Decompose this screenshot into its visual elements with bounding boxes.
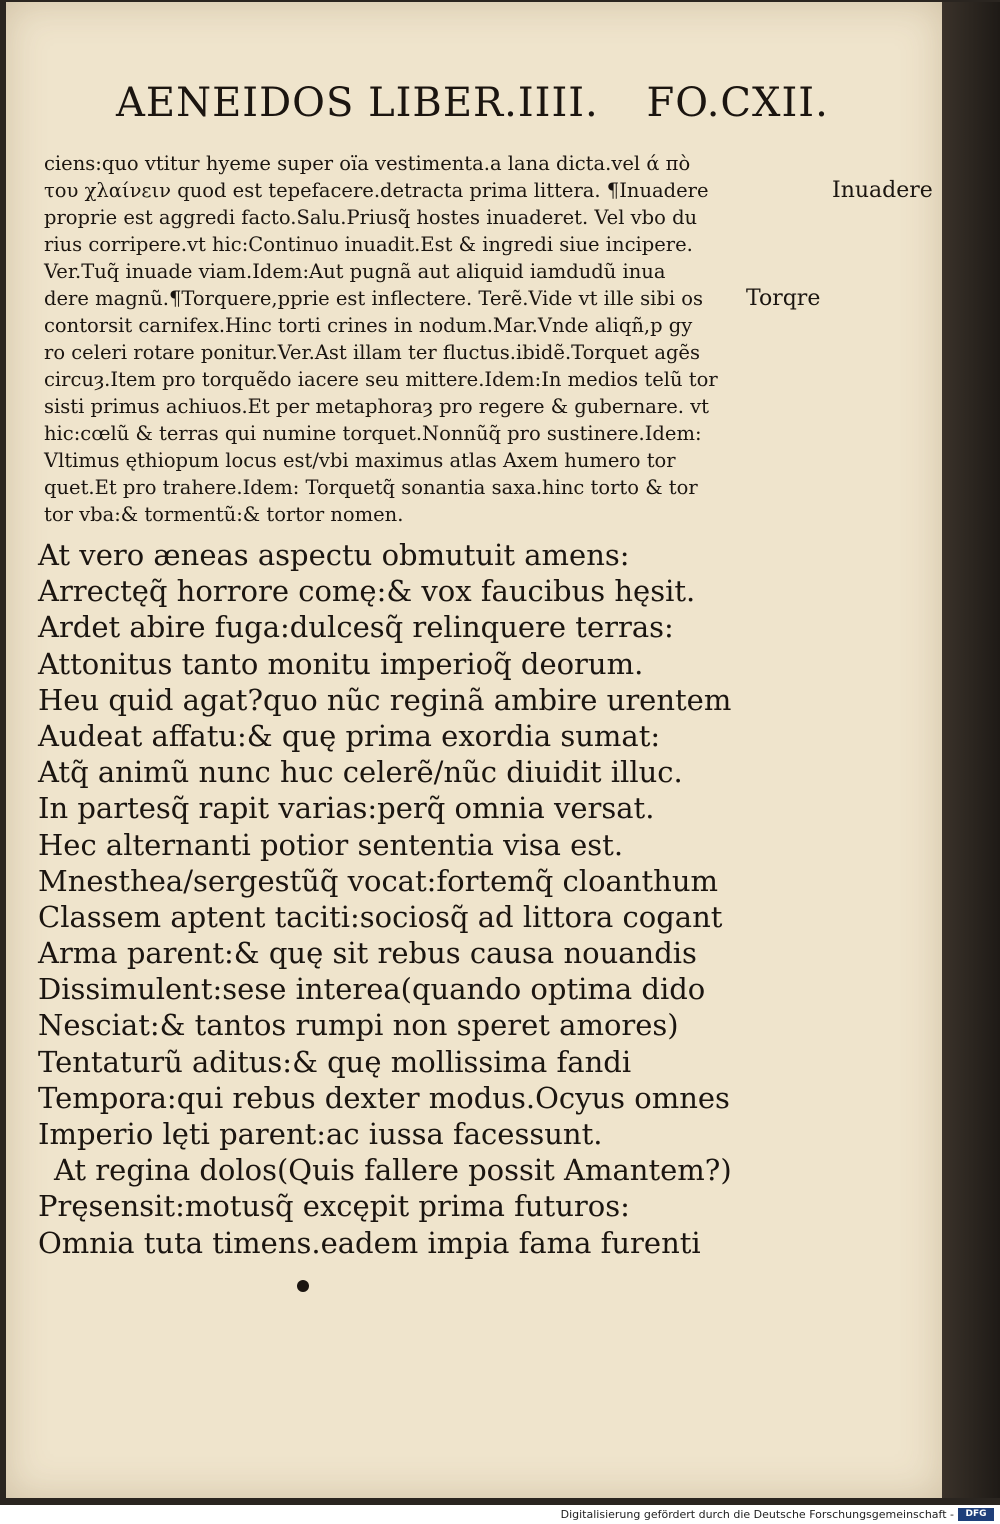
verse-line: In partesq̃ rapit varias:perq̃ omnia versat. xyxy=(38,791,655,826)
verse-line: At vero æneas aspectu obmutuit amens: xyxy=(38,538,630,572)
folio-number: FO.CXII. xyxy=(646,80,829,126)
verse-line: Attonitus tanto monitu imperioq̃ deorum. xyxy=(38,646,644,681)
verse-line: Pręsensit:motusq̃ excępit prima futuros: xyxy=(38,1189,630,1224)
verse-line: Omnia tuta timens.eadem impia fama furenti xyxy=(38,1225,701,1260)
commentary-line: sisti primus achiuos.Et per metaphoraȝ pro regere & gubernare. vt xyxy=(44,395,709,418)
verse-line: Hec alternanti potior sententia visa est. xyxy=(38,827,624,862)
commentary-line: του χλαίνειν quod est tepefacere.detracta prima littera. ¶Inuadere xyxy=(44,179,709,202)
commentary-line: quet.Et pro trahere.Idem: Torquetq̃ sonantia saxa.hinc torto & tor xyxy=(44,476,698,499)
commentary-line: Ver.Tuq̃ inuade viam.Idem:Aut pugnã aut aliquid iamdudũ inua xyxy=(44,260,666,283)
commentary-line: dere magnũ.¶Torquere,pprie est inflectere. Terẽ.Vide vt ille sibi os xyxy=(44,287,704,310)
margin-note-inuadere: Inuadere xyxy=(832,178,933,203)
verse-line: Nesciat:& tantos rumpi non speret amores) xyxy=(38,1008,679,1043)
margin-note-torquere: Torqre xyxy=(746,286,821,311)
commentary-line: contorsit carnifex.Hinc torti crines in nodum.Mar.Vnde aliqñ,p gy xyxy=(44,314,693,337)
commentary-line: ro celeri rotare ponitur.Ver.Ast illam ter fluctus.ibidẽ.Torquet agẽs xyxy=(44,341,700,364)
verse-line: Classem aptent taciti:sociosq̃ ad littora cogant xyxy=(38,899,723,934)
commentary-block xyxy=(44,150,764,528)
verse-line: Tempora:qui rebus dexter modus.Ocyus omnes xyxy=(38,1080,730,1115)
commentary-line: proprie est aggredi facto.Salu.Priusq̃ hostes inuaderet. Vel vbo du xyxy=(44,206,698,229)
verse-line: Arrectęq̃ horrore comę:& vox faucibus hęsit. xyxy=(38,574,696,609)
verse-line: Heu quid agat?quo nũc reginã ambire urentem xyxy=(38,682,732,717)
running-title: AENEIDOS LIBER.IIII. xyxy=(116,80,599,126)
verse-line: Arma parent:& quę sit rebus causa nouandis xyxy=(38,936,697,971)
verse-line: Tentaturũ aditus:& quę mollissima fandi xyxy=(38,1044,632,1079)
verse-line: Ardet abire fuga:dulcesq̃ relinquere terras: xyxy=(38,610,674,645)
verse-line: Mnesthea/sergestũq̃ vocat:fortemq̃ cloanthum xyxy=(38,863,718,898)
commentary-line: tor vba:& tormentũ:& tortor nomen. xyxy=(44,503,404,526)
footer-bar xyxy=(0,1505,1000,1524)
verse-line: Audeat affatu:& quę prima exordia sumat: xyxy=(38,718,661,753)
commentary-line: ciens:quo vtitur hyeme super oïa vestimenta.a lana dicta.vel ά πὸ xyxy=(44,152,691,175)
verse-line: Imperio lęti parent:ac iussa facessunt. xyxy=(38,1117,603,1151)
page-edge-shadow xyxy=(942,2,1000,1498)
running-header xyxy=(116,80,829,126)
funding-credit: Digitalisierung gefördert durch die Deutsche Forschungsgemeinschaft - xyxy=(560,1508,954,1521)
book-page xyxy=(6,2,942,1498)
signature-dot xyxy=(297,1280,309,1292)
verse-line: At regina dolos(Quis fallere possit Amantem?) xyxy=(54,1153,732,1188)
commentary-line: rius corripere.vt hic:Continuo inuadit.Est & ingredi siue incipere. xyxy=(44,233,693,256)
commentary-line: Vltimus ęthiopum locus est/vbi maximus atlas Axem humero tor xyxy=(44,449,676,472)
verse-line: Atq̃ animũ nunc huc celerẽ/nũc diuidit illuc. xyxy=(38,755,683,790)
commentary-line: circuȝ.Item pro torquẽdo iacere seu mittere.Idem:In medios telũ tor xyxy=(44,368,718,391)
commentary-line: hic:cœlũ & terras qui numine torquet.Nonnũq̃ pro sustinere.Idem: xyxy=(44,422,702,445)
dfg-logo: DFG xyxy=(958,1508,994,1521)
verse-block xyxy=(38,537,758,1261)
verse-line: Dissimulent:sese interea(quando optima dido xyxy=(38,972,706,1007)
